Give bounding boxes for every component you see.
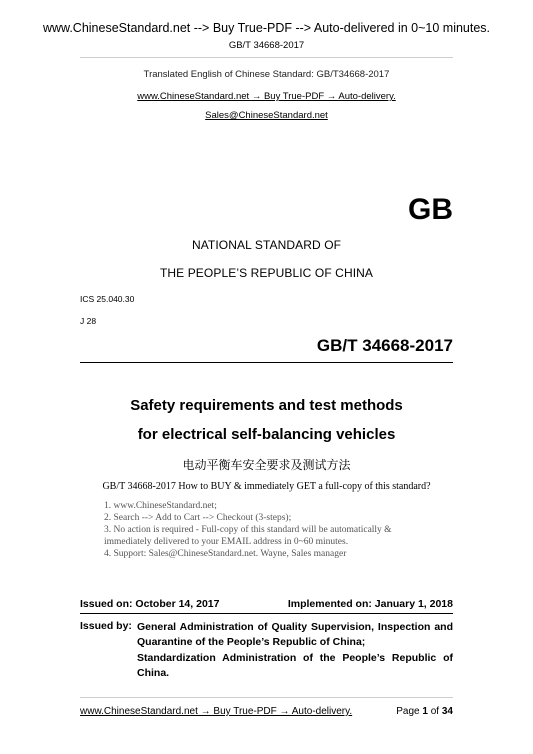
page-label: Page bbox=[396, 706, 423, 717]
title-divider bbox=[80, 362, 453, 363]
header-store-link[interactable]: www.ChineseStandard.net → Buy True-PDF → Auto-delivery. bbox=[137, 91, 396, 102]
page-total: 34 bbox=[441, 706, 453, 717]
page-of-label: of bbox=[427, 706, 442, 717]
translated-note: Translated English of Chinese Standard: GB/T34668-2017 bbox=[143, 69, 390, 80]
gb-logo: GB bbox=[408, 193, 453, 226]
document-title-line1: Safety requirements and test methods bbox=[130, 397, 403, 414]
list-item: 2. Search --> Add to Cart --> Checkout (3-steps); bbox=[104, 513, 292, 523]
footer-divider bbox=[80, 697, 453, 698]
top-banner-title: www.ChineseStandard.net --> Buy True-PDF --> Auto-delivered in 0~10 minutes. bbox=[42, 21, 491, 35]
list-item: 3. No action is required - Full-copy of this standard will be automatically & bbox=[104, 525, 392, 535]
page-indicator bbox=[396, 706, 453, 717]
top-banner-standard-number: GB/T 34668-2017 bbox=[228, 40, 305, 51]
national-standard-line: NATIONAL STANDARD OF bbox=[191, 238, 342, 252]
republic-line: THE PEOPLE’S REPUBLIC OF CHINA bbox=[159, 266, 374, 280]
standard-number: GB/T 34668-2017 bbox=[316, 336, 453, 355]
list-item: immediately delivered to your EMAIL address in 0~60 minutes. bbox=[104, 537, 349, 547]
issuer-org-sac: Standardization Administration of the People’s Republic of China. bbox=[137, 652, 453, 679]
issued-on-date: Issued on: October 14, 2017 bbox=[80, 598, 220, 610]
page-number: 1 bbox=[422, 706, 428, 717]
footer-store-link[interactable]: www.ChineseStandard.net → Buy True-PDF → Auto-delivery. bbox=[80, 706, 353, 717]
document-title-chinese: 电动平衡车安全要求及测试方法 bbox=[182, 458, 351, 472]
issued-by-label: Issued by: bbox=[80, 620, 132, 632]
ics-code: ICS 25.040.30 bbox=[80, 294, 135, 304]
list-item: 1. www.ChineseStandard.net; bbox=[104, 501, 217, 511]
header-email-link[interactable]: Sales@ChineseStandard.net bbox=[205, 110, 328, 121]
list-item: 4. Support: Sales@ChineseStandard.net. Wayne, Sales manager bbox=[104, 549, 347, 559]
issuer-org-aqsiq: General Administration of Quality Supervision, Inspection and Quarantine of the People’s Republic of China; bbox=[137, 621, 453, 648]
dates-divider bbox=[80, 613, 453, 614]
ccs-code: J 28 bbox=[80, 316, 97, 326]
buy-box-list bbox=[104, 500, 392, 560]
document-title-line2: for electrical self-balancing vehicles bbox=[137, 426, 396, 443]
header-divider bbox=[80, 57, 453, 58]
buy-box-heading: GB/T 34668-2017 How to BUY & immediately GET a full-copy of this standard? bbox=[102, 481, 431, 492]
implemented-on-date: Implemented on: January 1, 2018 bbox=[287, 598, 453, 610]
